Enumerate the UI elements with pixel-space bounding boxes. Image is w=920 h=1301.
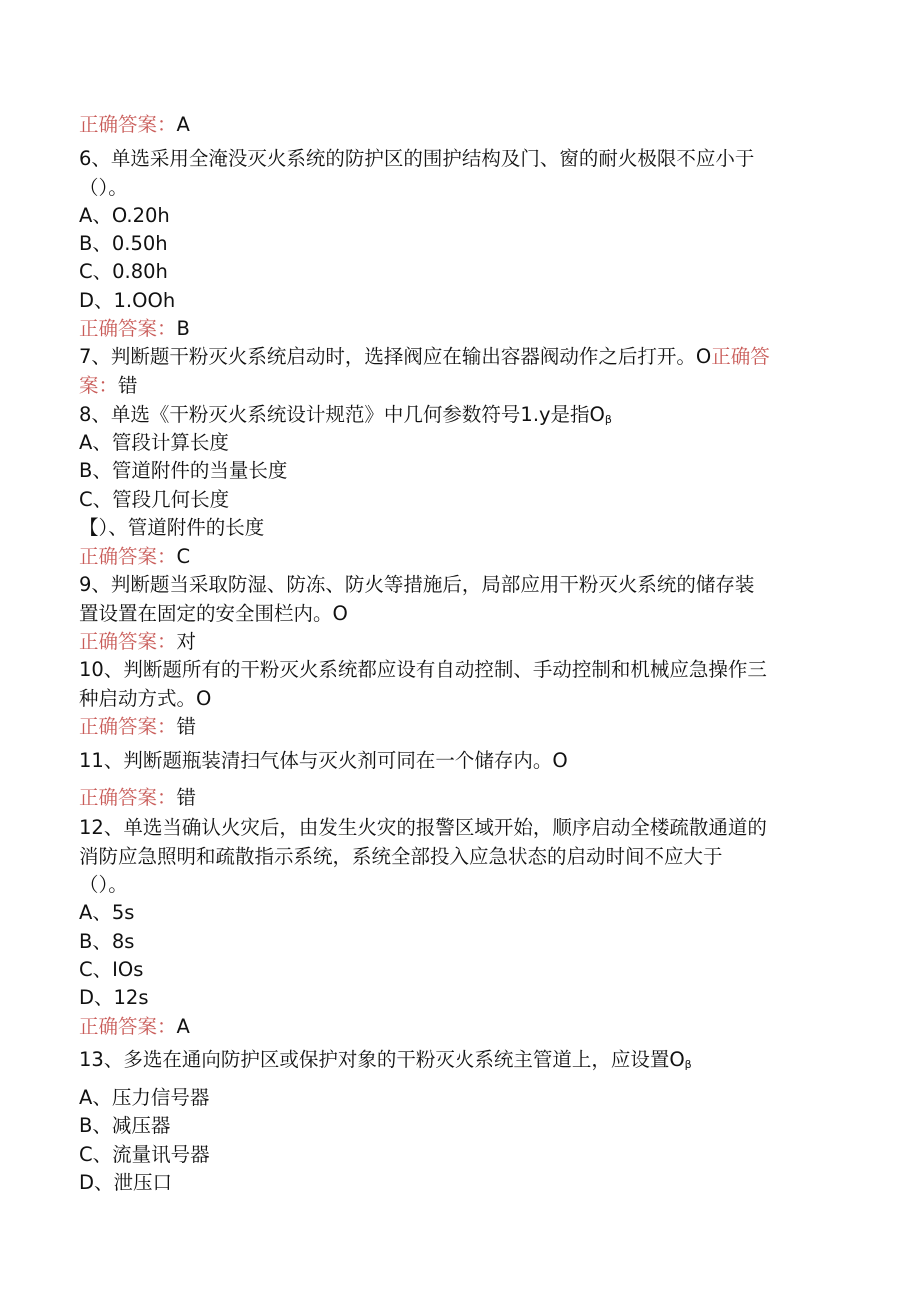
answer-line [79, 315, 190, 343]
answer-label: 正确答案： [79, 715, 177, 738]
question-9-text: 9、判断题当采取防湿、防冻、防火等措施后，局部应用干粉灭火系统的储存装 [79, 573, 755, 596]
answer-label: 正确答案： [79, 1015, 177, 1038]
answer-value: B [176, 317, 190, 340]
question-9-text-cont: 置设置在固定的安全围栏内。O [79, 602, 348, 625]
question-7-stem: 7、判断题干粉灭火系统启动时，选择阀应在输出容器阀动作之后打开。O [79, 345, 712, 368]
answer-line [79, 713, 196, 741]
answer-label: 正确答案： [79, 545, 177, 568]
question-12-option-d: D、12s [79, 986, 149, 1009]
question-8-option-a: A、管段计算长度 [79, 431, 229, 454]
subscript-mark: β [684, 1058, 692, 1071]
question-6-option-d: D、1.OOh [79, 289, 176, 312]
answer-line [79, 111, 190, 139]
answer-label: 正确答案： [79, 113, 177, 136]
answer-line [79, 543, 190, 571]
answer-value: A [176, 113, 190, 136]
question-13-text [79, 1046, 692, 1079]
answer-value: C [176, 545, 191, 568]
question-6-option-b: B、0.50h [79, 232, 168, 255]
question-8-option-c: C、管段几何长度 [79, 488, 230, 511]
answer-value: A [176, 1015, 190, 1038]
answer-value: 对 [176, 630, 197, 653]
question-12-text-cont: 消防应急照明和疏散指示系统，系统全部投入应急状态的启动时间不应大于 [79, 845, 723, 868]
answer-line [79, 784, 196, 812]
subscript-mark: β [604, 413, 612, 426]
question-13-option-b: B、减压器 [79, 1114, 171, 1137]
question-8-stem: 8、单选《干粉灭火系统设计规范》中几何参数符号1.y是指O [79, 403, 605, 426]
answer-label: 正确答案： [79, 630, 177, 653]
question-8-option-b: B、管道附件的当量长度 [79, 459, 288, 482]
question-13-option-a: A、压力信号器 [79, 1086, 210, 1109]
answer-value: 错 [176, 715, 197, 738]
question-13-option-c: C、流量讯号器 [79, 1143, 210, 1166]
question-6-text: 6、单选采用全淹没灭火系统的防护区的围护结构及门、窗的耐火极限不应小于 [79, 147, 755, 170]
question-13-option-d: D、泄压口 [79, 1171, 173, 1194]
question-6-option-a: A、O.20h [79, 204, 170, 227]
answer-line [79, 1013, 190, 1041]
answer-label: 正确答案： [79, 786, 177, 809]
question-8-option-d: 【）、管道附件的长度 [79, 516, 265, 539]
question-12-text: 12、单选当确认火灾后，由发生火灾的报警区域开始，顺序启动全楼疏散通道的 [79, 816, 767, 839]
question-6-option-c: C、0.80h [79, 260, 168, 283]
answer-label: 正确答案： [79, 317, 177, 340]
question-10-text-cont: 种启动方式。O [79, 687, 212, 710]
answer-value: 错 [176, 786, 197, 809]
answer-line [79, 628, 196, 656]
question-12-option-c: C、IOs [79, 958, 144, 981]
question-7-text [79, 343, 770, 371]
question-10-text: 10、判断题所有的干粉灭火系统都应设有自动控制、手动控制和机械应急操作三 [79, 658, 767, 681]
answer-label-part: 正确答 [711, 345, 770, 368]
question-12-option-b: B、8s [79, 930, 135, 953]
question-12-option-a: A、5s [79, 901, 135, 924]
question-13-stem: 13、多选在通向防护区或保护对象的干粉灭火系统主管道上，应设置O [79, 1048, 685, 1071]
answer-label-part: 案： [79, 374, 119, 397]
question-11-text: 11、判断题瓶装清扫气体与灭火剂可同在一个储存内。O [79, 749, 568, 772]
answer-value: 错 [118, 374, 138, 397]
question-12-text-cont2: （）。 [79, 873, 128, 896]
question-6-text-cont: （）。 [79, 176, 128, 199]
answer-line [79, 372, 138, 400]
